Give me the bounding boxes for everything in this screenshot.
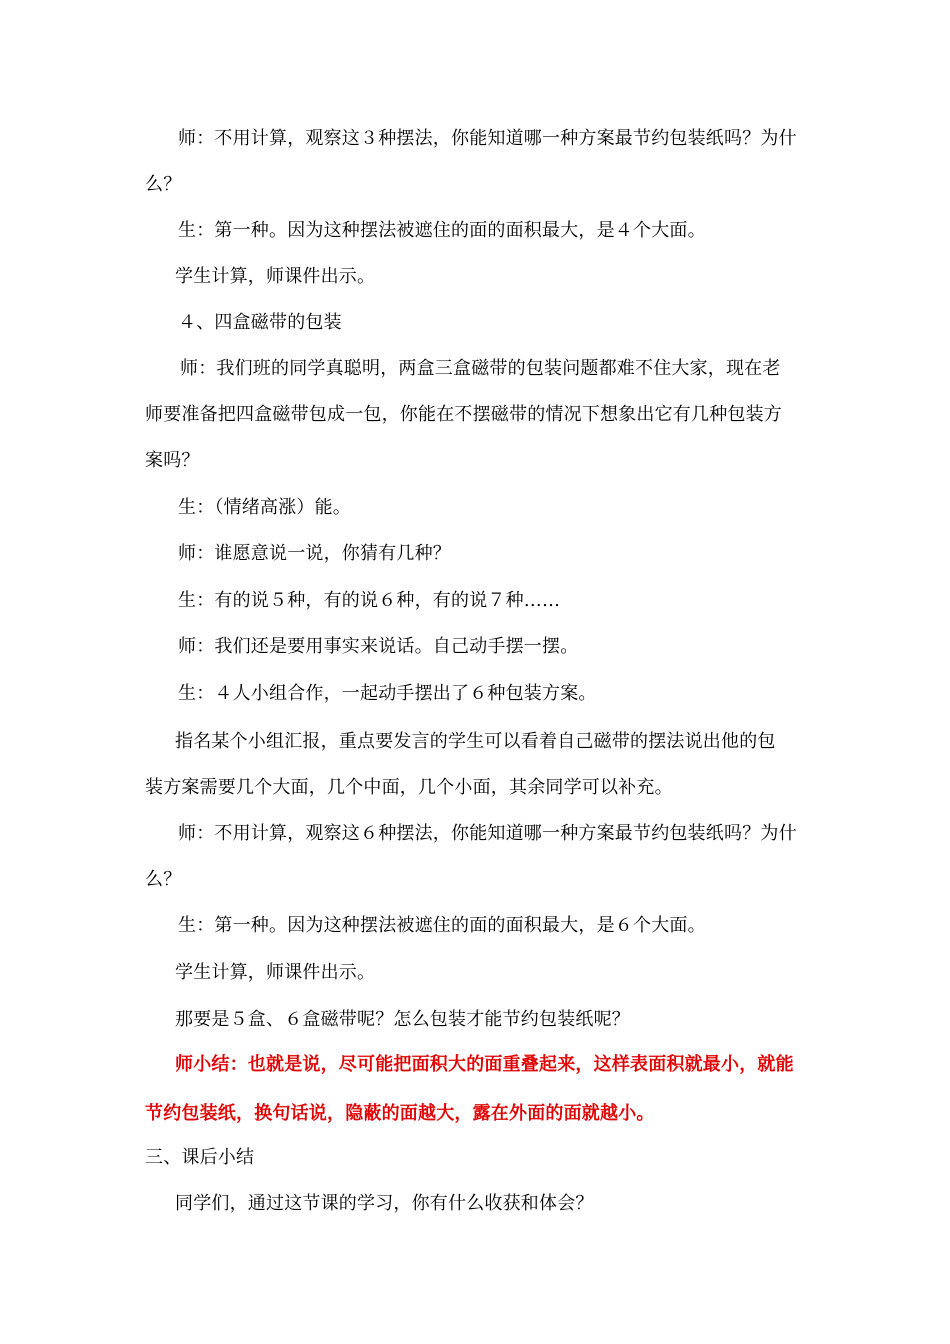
paragraph-line: 么？ bbox=[145, 869, 182, 890]
paragraph-line: 同学们，通过这节课的学习，你有什么收获和体会？ bbox=[175, 1193, 594, 1214]
paragraph-line: 师：不用计算，观察这６种摆法，你能知道哪一种方案最节约包装纸吗？为什 bbox=[178, 823, 797, 844]
paragraph-line: 生：有的说５种，有的说６种，有的说７种…… bbox=[178, 590, 561, 611]
summary-highlight-line: 师小结：也就是说，尽可能把面积大的面重叠起来，这样表面积就最小，就能 bbox=[175, 1054, 794, 1075]
paragraph-line: 师：不用计算，观察这３种摆法，你能知道哪一种方案最节约包装纸吗？为什 bbox=[178, 128, 797, 149]
paragraph-line: 指名某个小组汇报，重点要发言的学生可以看着自己磁带的摆法说出他的包 bbox=[175, 731, 776, 752]
paragraph-line: 生：４人小组合作，一起动手摆出了６种包装方案。 bbox=[178, 683, 597, 704]
paragraph-line: 生：（情绪高涨）能。 bbox=[178, 497, 351, 518]
paragraph-line: 师：我们班的同学真聪明，两盒三盒磁带的包装问题都难不住大家，现在老 bbox=[180, 358, 781, 379]
paragraph-line: 生：第一种。因为这种摆法被遮住的面的面积最大，是６个大面。 bbox=[178, 915, 706, 936]
paragraph-line: 案吗？ bbox=[145, 450, 200, 471]
paragraph-line: 学生计算，师课件出示。 bbox=[175, 266, 376, 287]
paragraph-line: 那要是５盒、６盒磁带呢？怎么包装才能节约包装纸呢？ bbox=[175, 1009, 630, 1030]
paragraph-line: 装方案需要几个大面，几个中面，几个小面，其余同学可以补充。 bbox=[145, 777, 673, 798]
section-heading: 三、课后小结 bbox=[145, 1147, 255, 1168]
section-heading: ４、四盒磁带的包装 bbox=[178, 312, 342, 333]
paragraph-line: 学生计算，师课件出示。 bbox=[175, 962, 376, 983]
paragraph-line: 师：谁愿意说一说，你猜有几种？ bbox=[178, 543, 451, 564]
paragraph-line: 师要准备把四盒磁带包成一包，你能在不摆磁带的情况下想象出它有几种包装方 bbox=[145, 404, 782, 425]
paragraph-line: 师：我们还是要用事实来说话。自己动手摆一摆。 bbox=[178, 636, 579, 657]
summary-highlight-line: 节约包装纸，换句话说，隐蔽的面越大，露在外面的面就越小。 bbox=[145, 1103, 655, 1124]
paragraph-line: 生：第一种。因为这种摆法被遮住的面的面积最大，是４个大面。 bbox=[178, 220, 706, 241]
paragraph-line: 么？ bbox=[145, 174, 182, 195]
